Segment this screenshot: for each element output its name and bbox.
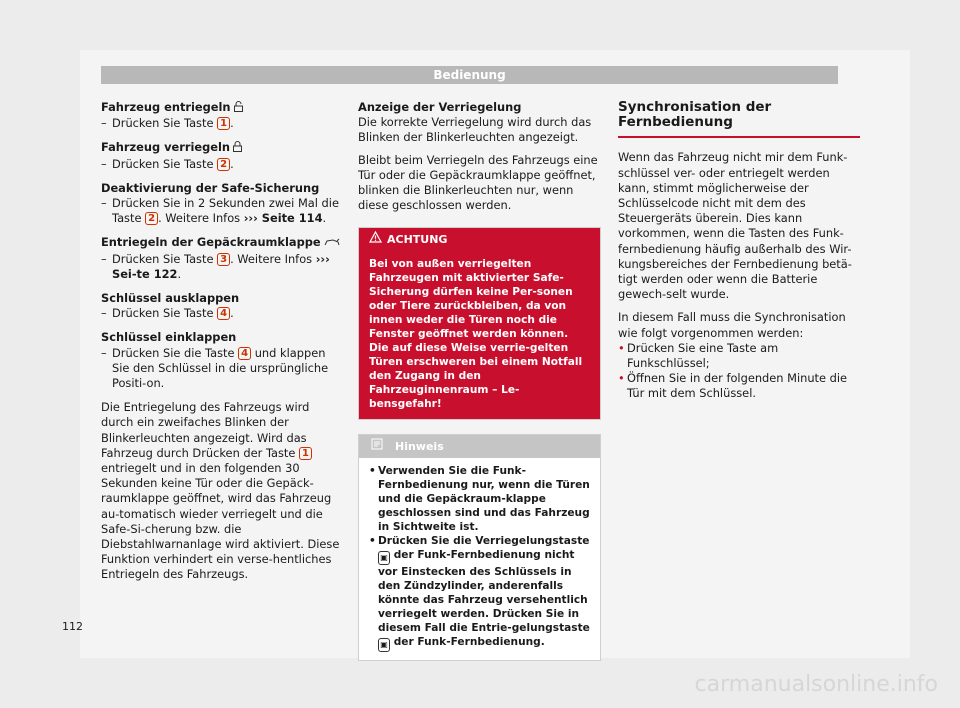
- heading-key-in: Schlüssel einklappen: [101, 330, 237, 345]
- note-bullet-text: Drücken Sie die Verriegelungstaste: [378, 534, 590, 547]
- step-text-end: .: [230, 306, 234, 321]
- step-unlock: [101, 116, 341, 131]
- page-header: Bedienung: [101, 66, 838, 84]
- heading-trunk-text: Entriegeln der Gepäckraumklappe: [101, 235, 321, 250]
- step-text-end: .: [230, 116, 234, 131]
- key-number-badge: 1: [217, 117, 230, 130]
- key-button-icon: ▣: [378, 638, 390, 652]
- step-key-out: [101, 306, 341, 321]
- sync-bullet: [618, 371, 860, 401]
- bullet: •: [618, 371, 625, 386]
- heading-key-out: Schlüssel ausklappen: [101, 291, 240, 306]
- note-bullet-text: der Funk-Fernbedienung nicht vor Einstecken des Schlüssels in den Zündzylinder, anderenfalls könnte das Fahrzeug versehentlich verriegelt werden. Drücken Sie in diesem Fall die Entrie-gelungstaste: [378, 548, 590, 634]
- sync-bullet-text: Öffnen Sie in der folgenden Minute die Tür mit dem Schlüssel.: [627, 371, 848, 401]
- note-bullet-text: der Funk-Fernbedienung.: [393, 635, 545, 648]
- dash: –: [101, 156, 107, 171]
- bullet: •: [618, 340, 625, 355]
- step-text-end: .: [177, 266, 182, 281]
- step-text: Drücken Sie in 2 Sekunden zwei Mal die Taste: [112, 196, 339, 226]
- step-text: Drücken Sie Taste: [112, 306, 214, 321]
- paragraph-text: entriegelt und in den folgenden 30 Sekunden keine Tür oder die Gepäck-raumklappe geöffnet, wird das Fahrzeug au-tomatisch wieder verriegelt und die Safe-Si-cherung bzw. die Diebstahlwarnanlage wird aktiviert. Diese Funktion verhindert ein verse-hentliches Entriegeln des Fahrzeugs.: [101, 461, 340, 582]
- dash: –: [101, 306, 107, 321]
- column-middle: [358, 100, 601, 661]
- bullet: •: [369, 534, 376, 547]
- watermark: carmanualsonline.info: [694, 672, 938, 697]
- note-bullet: [369, 464, 590, 534]
- dash: –: [101, 116, 107, 131]
- step-text: Drücken Sie die Taste: [112, 345, 235, 360]
- paragraph-unlock-info: [101, 400, 341, 582]
- key-number-badge: 1: [299, 447, 312, 460]
- heading-safe-lock: Deaktivierung der Safe-Sicherung: [101, 180, 320, 195]
- step-trunk: [101, 252, 341, 282]
- step-key-in: [101, 346, 341, 392]
- dash: –: [101, 251, 107, 266]
- step-text: . Weitere Infos: [230, 251, 313, 266]
- heading-lock-indication: Anzeige der Verriegelung: [358, 100, 522, 114]
- step-text-end: .: [322, 211, 327, 226]
- warning-text: Bei von außen verriegelten Fahrzeugen mit aktivierter Safe-Sicherung dürfen keine Per-sonen oder Tiere zurückbleiben, da von innen weder die Türen noch die Fenster geöffnet werden können. Die auf diese Weise verrie-gelten Türen erschweren bei einem Notfall den Zugang in den Fahrzeuginnenraum – Le-bensgefahr!: [359, 252, 600, 419]
- step-text: Drücken Sie Taste: [112, 251, 214, 266]
- sync-bullet-text: Drücken Sie eine Taste am Funkschlüssel;: [627, 340, 779, 371]
- step-text: Drücken Sie Taste: [112, 156, 214, 171]
- step-text-end: und klappen Sie den Schlüssel in die ursprüngliche Positi-on.: [112, 345, 329, 391]
- step-text-end: .: [230, 156, 234, 171]
- warning-header: [359, 228, 600, 251]
- note-title: Hinweis: [395, 439, 444, 453]
- heading-lock: [101, 140, 341, 156]
- key-number-badge: 2: [145, 212, 158, 225]
- key-number-badge: 2: [217, 158, 230, 171]
- dash: –: [101, 196, 107, 211]
- key-button-icon: ▣: [378, 551, 390, 565]
- dash: –: [101, 345, 107, 360]
- page-reference-link[interactable]: ››› Seite 114: [243, 211, 323, 226]
- step-lock: [101, 157, 341, 172]
- paragraph-lock-indication: Die korrekte Verriegelung wird durch das Blinken der Blinkerleuchten angezeigt.: [358, 115, 592, 145]
- warning-title: ACHTUNG: [387, 233, 448, 247]
- car-trunk-icon: [324, 236, 340, 251]
- key-number-badge: 4: [217, 307, 230, 320]
- paragraph-sync-steps: In diesem Fall muss die Synchronisation wie folgt vorgenommen werden:: [618, 310, 846, 340]
- heading-unlock: [101, 100, 341, 116]
- manual-page: [80, 50, 910, 658]
- section-title: Synchronisation der Fernbedienung: [618, 100, 860, 138]
- paragraph-text: Die Entriegelung des Fahrzeugs wird durch ein zweifaches Blinken der Blinkerleuchten angezeigt. Wird das Fahrzeug durch Drücken der Taste: [101, 400, 310, 460]
- heading-lock-text: Fahrzeug verriegeln: [101, 140, 231, 155]
- lock-icon: [233, 141, 242, 156]
- bullet: •: [369, 464, 376, 477]
- note-icon: [371, 438, 383, 454]
- warning-box: [358, 227, 601, 419]
- warning-triangle-icon: [369, 231, 382, 247]
- key-number-badge: 3: [217, 253, 230, 266]
- note-bullet-text: Verwenden Sie die Funk-Fernbedienung nur, wenn die Türen und die Gepäckraum-klappe geschlossen sind und das Fahrzeug in Sichtweite ist.: [378, 464, 590, 533]
- note-bullet: [369, 534, 590, 652]
- note-content: [359, 458, 600, 660]
- paragraph-sync-intro: Wenn das Fahrzeug nicht mir dem Funk-schlüssel ver- oder entriegelt werden kann, stimmt möglicherweise der Schlüsselcode nicht mit dem des Steuergeräts überein. Dies kann vorkommen, wenn die Tasten des Funk-fernbedienung häufig außerhalb des Wir-kungsbereiches der Fernbedienung betä-tigt werden oder wenn die Batterie gewech-selt wurde.: [618, 150, 852, 302]
- page-reference-link[interactable]: ››› Sei-te 122: [112, 251, 330, 281]
- key-number-badge: 4: [238, 347, 251, 360]
- sync-bullet: [618, 341, 860, 371]
- heading-unlock-text: Fahrzeug entriegeln: [101, 100, 231, 114]
- paragraph-open-door: Bleibt beim Verriegeln des Fahrzeugs eine Tür oder die Gepäckraumklappe geöffnet, blinken die Blinkerleuchten nur, wenn diese geschlossen werden.: [358, 152, 598, 213]
- column-right: [618, 100, 860, 402]
- page-number: 112: [62, 620, 83, 633]
- step-text: Drücken Sie Taste: [112, 116, 214, 131]
- heading-trunk: [101, 235, 341, 251]
- note-header: [359, 435, 600, 458]
- step-safe-lock: [101, 196, 341, 226]
- note-box: [358, 434, 601, 661]
- column-left: [101, 100, 341, 583]
- unlock-icon: [234, 101, 243, 116]
- step-text: . Weitere Infos: [158, 211, 241, 226]
